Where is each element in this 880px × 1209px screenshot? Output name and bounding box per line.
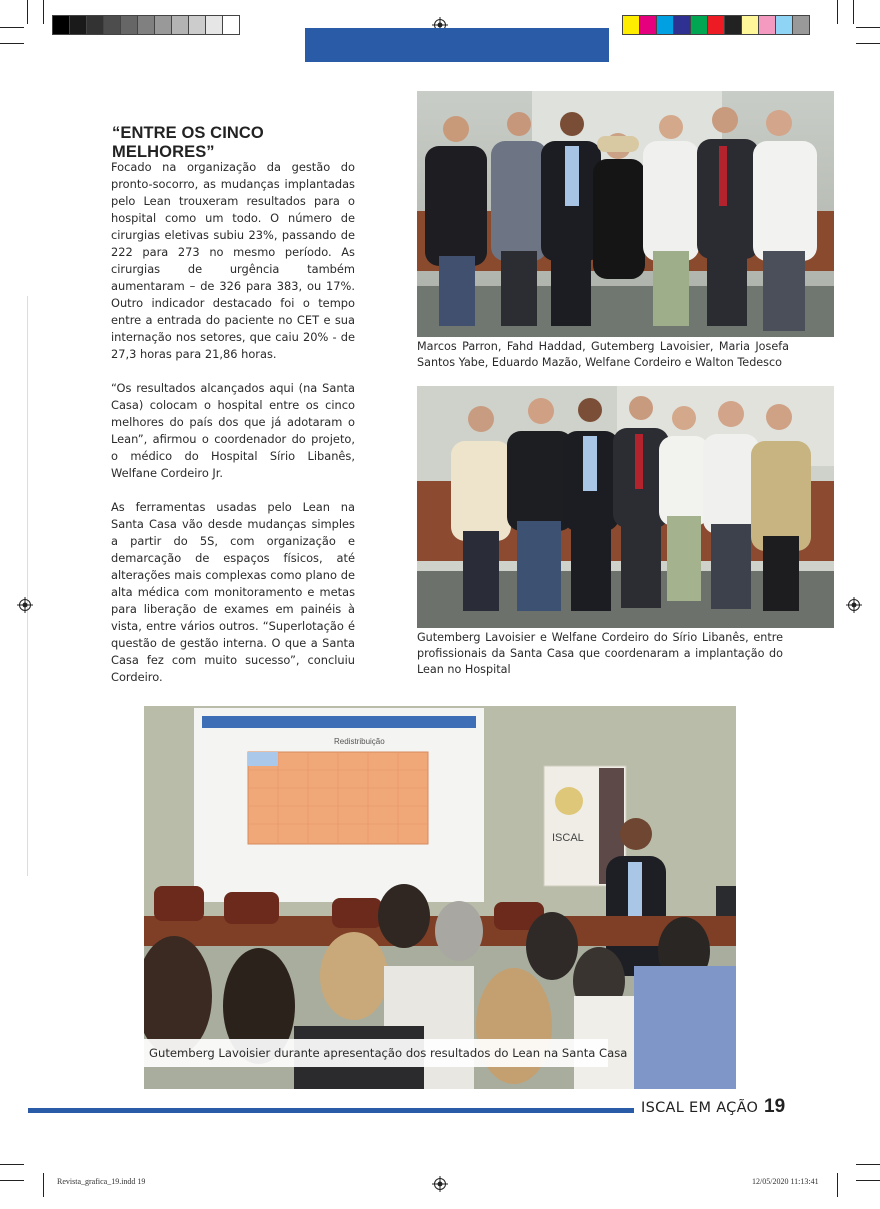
article-paragraph: “Os resultados alcançados aqui (na Santa Casa) colocam o hospital entre os cinco melhores do país dos que já adotaram o Lean”, afirmou o coordenador do projeto, o médico do Hospital Sírio Libanês, Welfane Cordeiro Jr. — [111, 381, 355, 480]
grayscale-color-bar — [52, 15, 239, 35]
registration-mark-icon — [17, 597, 33, 613]
group-photo-2 — [417, 386, 834, 628]
group-photo-1 — [417, 91, 834, 337]
page-number: 19 — [764, 1096, 786, 1117]
group-photo-2-image — [417, 386, 834, 628]
presentation-photo — [144, 706, 736, 1089]
section-header-bar — [305, 28, 609, 62]
presentation-photo-image — [144, 706, 736, 1089]
banner-text: ISCAL — [552, 832, 584, 844]
group-photo-1-image — [417, 91, 834, 337]
article-heading: “ENTRE OS CINCO MELHORES” — [112, 124, 264, 161]
registration-mark-icon — [846, 597, 862, 613]
article-paragraph: As ferramentas usadas pelo Lean na Santa Casa vão desde mudanças simples a partir do 5S, com organização e demarcação de espaços físicos, até alterações mais complexas como plano de alta médica com monitoramento e metas para liberação de exames em painéis à vista, entre vários outros. “Superlotação é questão de gestão interna. O que a Santa Casa fez com muito sucesso”, concluiu Cordeiro. — [111, 500, 355, 684]
footer-brand: ISCAL EM AÇÃO — [641, 1100, 759, 1116]
photo-1-caption: Marcos Parron, Fahd Haddad, Gutemberg Lavoisier, Maria Josefa Santos Yabe, Eduardo Mazão, Welfane Cordeiro e Walton Tedesco — [417, 340, 789, 369]
print-slug-datetime: 12/05/2020 11:13:41 — [752, 1177, 819, 1186]
article-paragraph: Focado na organização da gestão do pronto-socorro, as mudanças implantadas pelo Lean trouxeram resultados para o hospital como um todo. O número de cirurgias eletivas subiu 23%, passando de 222 para 273 no mesmo período. As cirurgias de urgência também aumentaram – de 326 para 383, ou 17%. Outro indicador destacado foi o tempo entre a entrada do paciente no CET e sua internação nos setores, que caiu 20% - de 27,3 horas para 21,86 horas. — [111, 160, 355, 361]
print-slug-file: Revista_grafica_19.indd 19 — [57, 1177, 146, 1186]
process-color-bar — [622, 15, 809, 35]
slide-title: Redistribuição — [334, 737, 385, 746]
article-body — [111, 159, 355, 703]
photo-3-caption: Gutemberg Lavoisier durante apresentação dos resultados do Lean na Santa Casa — [149, 1046, 628, 1060]
registration-mark-icon — [432, 1176, 448, 1192]
photo-2-caption: Gutemberg Lavoisier e Welfane Cordeiro do Sírio Libanês, entre profissionais da Santa Casa que coordenaram a implantação do Lean no Hospital — [417, 631, 783, 676]
footer-rule — [28, 1108, 634, 1113]
